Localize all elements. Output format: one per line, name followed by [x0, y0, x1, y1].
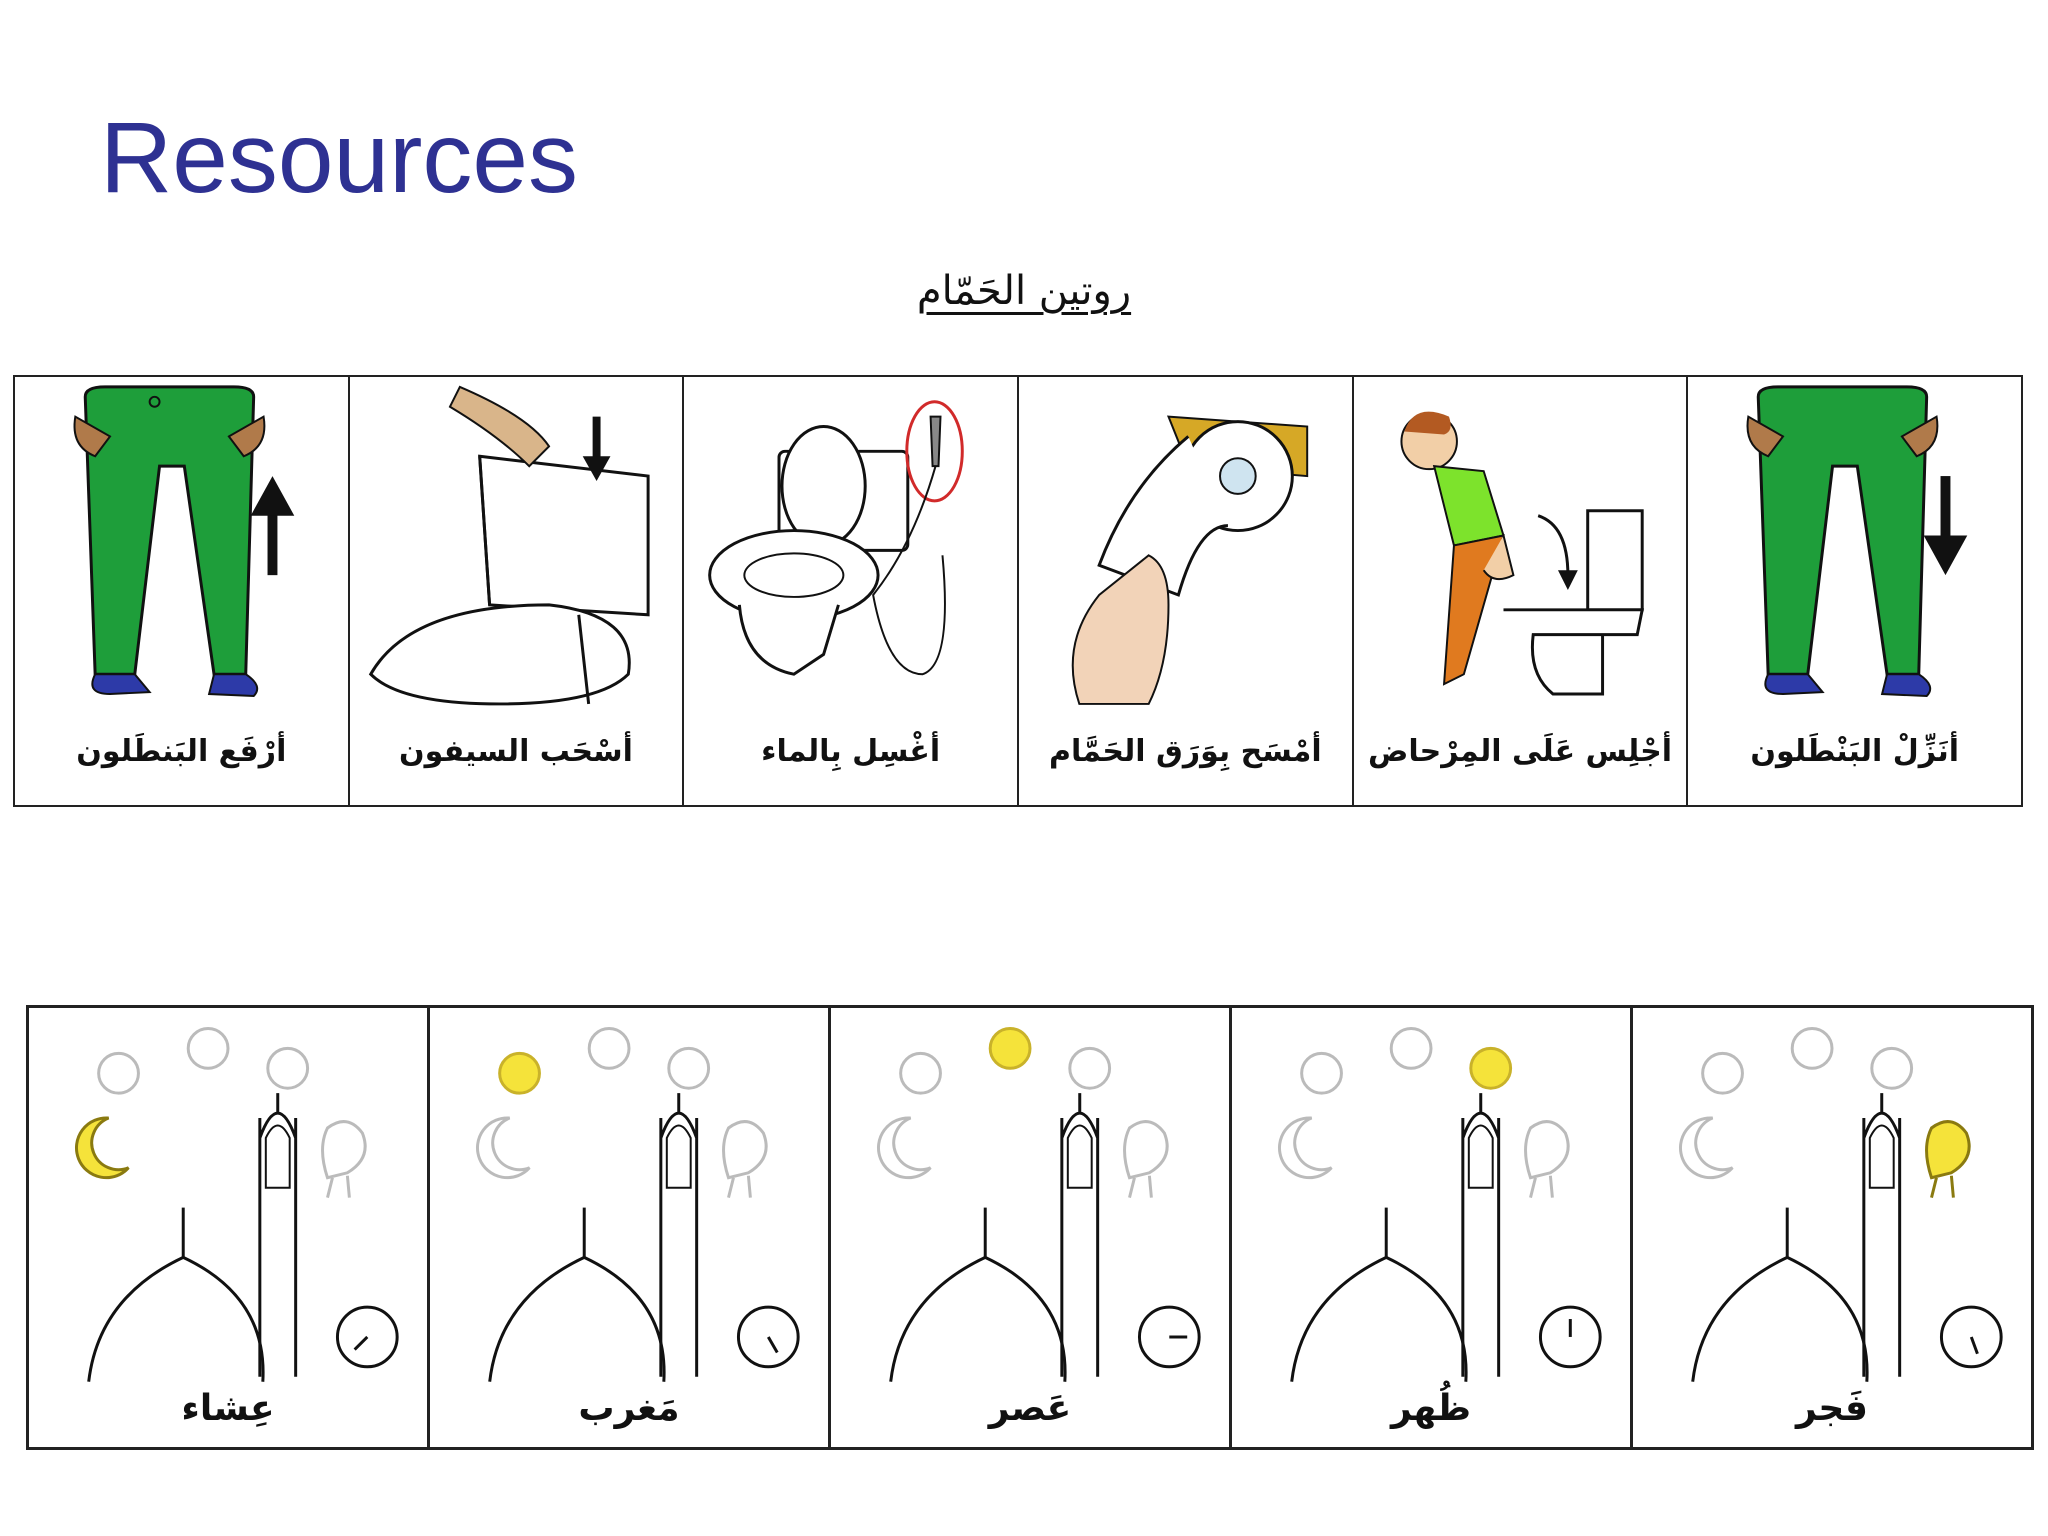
routine-label: أرْفَع البَنطَلون	[76, 734, 287, 769]
moon-icon	[477, 1118, 529, 1178]
clock-icon	[337, 1307, 397, 1367]
moon-icon	[1680, 1118, 1732, 1178]
asr-mosque-icon	[831, 1008, 1229, 1447]
dome-icon	[490, 1257, 664, 1381]
sun-icon	[901, 1053, 941, 1093]
prayer-card	[1232, 1008, 1633, 1447]
routine-card	[15, 377, 350, 805]
routine-heading	[0, 268, 2048, 314]
prayer-label: ظُهر	[1390, 1388, 1472, 1429]
clock-icon	[738, 1307, 798, 1367]
routine-heading-text: روتين الحَمّام	[916, 268, 1132, 314]
clock-icon	[1941, 1307, 2001, 1367]
sun-icon	[188, 1029, 228, 1069]
routine-label: أمْسَح بِوَرَق الحَمَّام	[1049, 734, 1322, 769]
rooster-icon	[1927, 1122, 1970, 1198]
dome-icon	[1693, 1257, 1867, 1381]
sun-icon	[99, 1053, 139, 1093]
sun-icon	[1872, 1048, 1912, 1088]
rooster-icon	[323, 1122, 366, 1198]
sun-icon	[1792, 1029, 1832, 1069]
routine-label: أسْحَب السيفون	[399, 734, 633, 769]
sun-icon	[990, 1029, 1030, 1069]
dhuhr-mosque-icon	[1232, 1008, 1630, 1447]
moon-icon	[1279, 1118, 1331, 1178]
routine-card	[1354, 377, 1689, 805]
toilet-routine-strip	[13, 375, 2023, 807]
routine-label: أجْلِس عَلَى المِرْحاض	[1367, 734, 1673, 769]
routine-label: أغْسِل بِالماء	[761, 734, 941, 769]
maghrib-mosque-icon	[430, 1008, 828, 1447]
routine-card	[1688, 377, 2021, 805]
slide-title: Resources	[100, 102, 578, 214]
routine-card	[350, 377, 685, 805]
isha-mosque-icon	[29, 1008, 427, 1447]
fajr-mosque-icon	[1633, 1008, 2031, 1447]
sun-icon	[268, 1048, 308, 1088]
prayer-label: عَصر	[988, 1388, 1072, 1429]
rooster-icon	[1526, 1122, 1569, 1198]
sun-icon	[1070, 1048, 1110, 1088]
rooster-icon	[1125, 1122, 1168, 1198]
moon-icon	[76, 1118, 128, 1178]
sun-icon	[589, 1029, 629, 1069]
sun-icon	[1471, 1048, 1511, 1088]
routine-card	[1019, 377, 1354, 805]
sun-icon	[1302, 1053, 1342, 1093]
moon-icon	[878, 1118, 930, 1178]
routine-card	[684, 377, 1019, 805]
prayer-label: مَغرب	[578, 1388, 680, 1429]
sun-icon	[1703, 1053, 1743, 1093]
dome-icon	[1292, 1257, 1466, 1381]
prayer-card	[831, 1008, 1232, 1447]
sun-icon	[500, 1053, 540, 1093]
prayer-times-strip	[26, 1005, 2034, 1450]
dome-icon	[89, 1257, 263, 1381]
rooster-icon	[724, 1122, 767, 1198]
prayer-card	[430, 1008, 831, 1447]
dome-icon	[891, 1257, 1065, 1381]
prayer-label: عِشاء	[181, 1388, 275, 1429]
routine-label: أنَزِّلْ البَنْطَلون	[1750, 734, 1959, 769]
prayer-card	[29, 1008, 430, 1447]
prayer-card	[1633, 1008, 2031, 1447]
sun-icon	[1391, 1029, 1431, 1069]
sun-icon	[669, 1048, 709, 1088]
prayer-label: فَجر	[1796, 1388, 1868, 1429]
